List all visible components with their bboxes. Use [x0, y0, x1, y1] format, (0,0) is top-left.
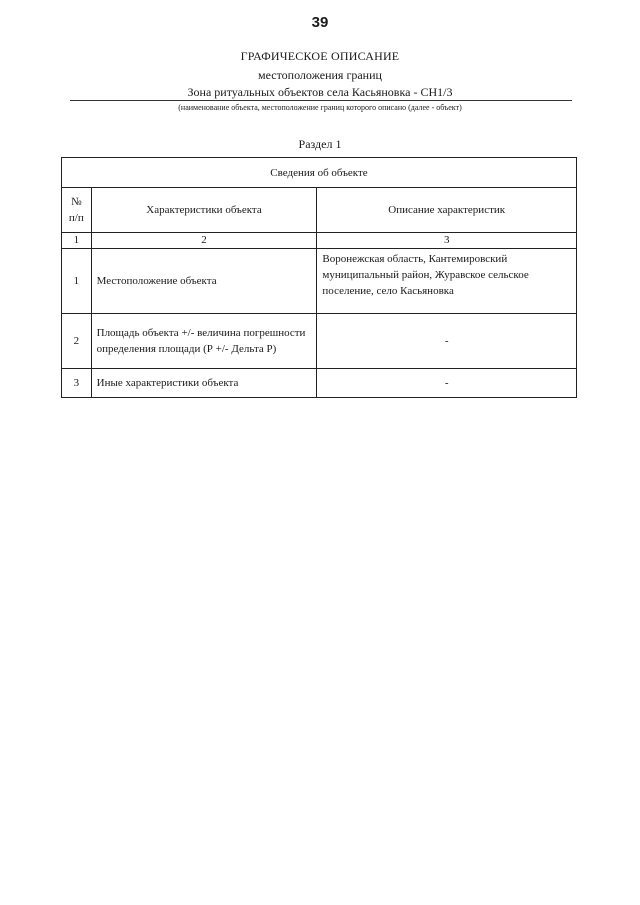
section-title: Раздел 1	[298, 137, 342, 151]
row-description: -	[317, 314, 577, 369]
table-row	[62, 369, 577, 398]
row-description: Воронежская область, Кантемировский муниципальный район, Журавское сельское поселение, село Касьяновка	[317, 249, 577, 314]
object-name: Зона ритуальных объектов села Касьяновка - СН1/3	[187, 85, 453, 99]
object-name-underline	[70, 100, 572, 101]
header-description: Описание характеристик	[317, 188, 577, 233]
row-description: -	[317, 369, 577, 398]
table-row	[62, 314, 577, 369]
column-number: 3	[317, 233, 577, 249]
row-characteristic: Иные характеристики объекта	[91, 369, 317, 398]
column-number: 2	[91, 233, 317, 249]
table-header-row	[62, 188, 577, 233]
row-characteristic: Площадь объекта +/- величина погрешности определения площади (Р +/- Дельта Р)	[91, 314, 317, 369]
object-name-note: (наименование объекта, местоположение границ которого описано (далее - объект)	[178, 103, 462, 112]
table-caption-row	[62, 158, 577, 188]
table-caption: Сведения об объекте	[62, 158, 577, 188]
header-number: № п/п	[62, 188, 92, 233]
column-number: 1	[62, 233, 92, 249]
page-number: 39	[311, 14, 329, 31]
row-number: 1	[62, 249, 92, 314]
row-number: 2	[62, 314, 92, 369]
column-number-row	[62, 233, 577, 249]
table-row	[62, 249, 577, 314]
document-title: ГРАФИЧЕСКОЕ ОПИСАНИЕ	[240, 49, 400, 63]
object-info-table	[61, 157, 577, 398]
header-characteristic: Характеристики объекта	[91, 188, 317, 233]
row-number: 3	[62, 369, 92, 398]
row-characteristic: Местоположение объекта	[91, 249, 317, 314]
document-subtitle: местоположения границ	[258, 68, 382, 82]
